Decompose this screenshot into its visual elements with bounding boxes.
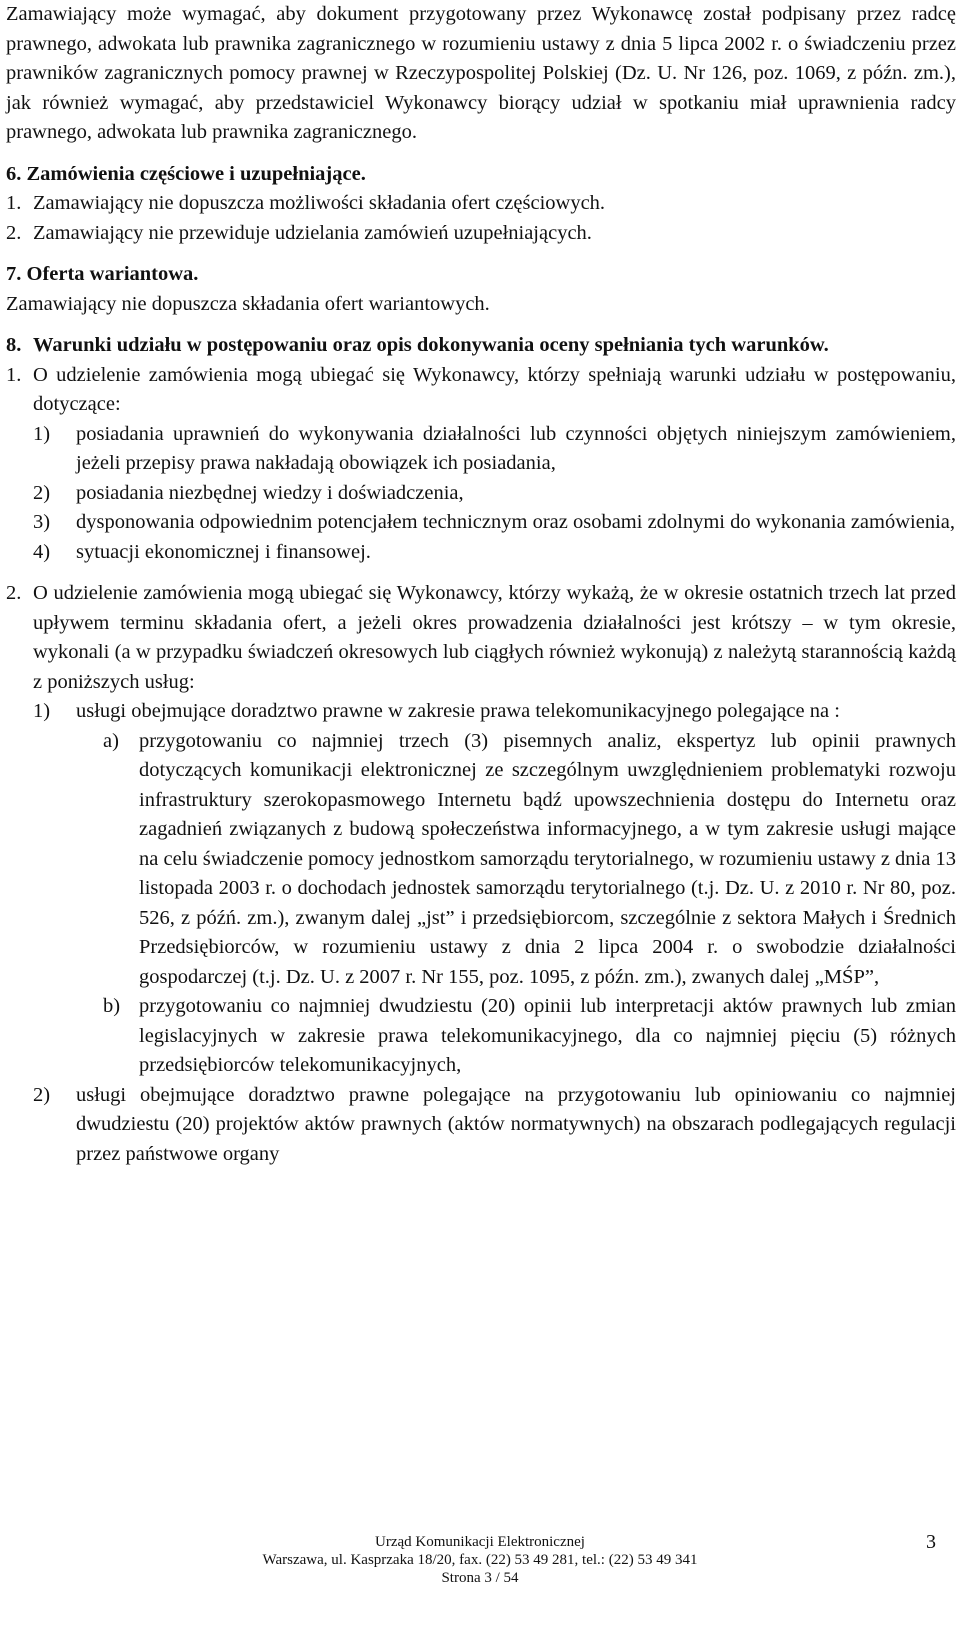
page-footer — [0, 1533, 960, 1587]
list-text: Zamawiający nie dopuszcza możliwości składania ofert częściowych. — [33, 192, 606, 214]
condition-item — [33, 508, 956, 538]
section-number: 8. — [6, 334, 22, 356]
list-number: 1) — [33, 422, 51, 445]
list-letter: b) — [103, 995, 121, 1017]
list-number: 1) — [33, 700, 51, 722]
list-number: 1. — [6, 363, 22, 386]
footer-address: Warszawa, ul. Kasprzaka 18/20, fax. (22) 53 49 281, tel.: (22) 53 49 341 — [262, 1552, 698, 1568]
footer-page-counter: Strona 3 / 54 — [441, 1570, 519, 1586]
list-text: posiadania uprawnień do wykonywania działalności lub czynności objętych niniejszym zamówieniem, jeżeli przepisy prawa nakładają obowiązek ich posiadania, — [76, 422, 956, 474]
service-item — [33, 697, 956, 727]
section-6-heading: 6. Zamówienia częściowe i uzupełniające. — [6, 162, 366, 185]
list-text: O udzielenie zamówienia mogą ubiegać się Wykonawcy, którzy spełniają warunki udziału w postępowaniu, dotyczące: — [33, 363, 956, 415]
list-text: O udzielenie zamówienia mogą ubiegać się Wykonawcy, którzy wykażą, że w okresie ostatnich trzech lat przed upływem terminu składania ofert, a jeżeli okres prowadzenia działalności jest krótszy – w tym okresie, wykonali (a w przypadku świadczeń okresowych lub ciągłych również wykonują) z należytą starannością każdą z poniższych usług: — [33, 582, 956, 693]
list-text: posiadania niezbędnej wiedzy i doświadczenia, — [76, 481, 464, 504]
list-text: przygotowaniu co najmniej dwudziestu (20) opinii lub interpretacji aktów prawnych lub zmian legislacyjnych w zakresie prawa telekomunikacyjnego, dla co najmniej pięciu (5) różnych przedsiębiorców telekomunikacyjnych, — [139, 995, 956, 1076]
document-body — [6, 0, 956, 1169]
footer-organization: Urząd Komunikacji Elektronicznej — [375, 1534, 585, 1550]
service-subitem — [103, 992, 956, 1081]
list-number: 3) — [33, 511, 51, 533]
list-number: 2) — [33, 1083, 51, 1106]
list-number: 2. — [6, 221, 22, 244]
list-number: 4) — [33, 540, 51, 563]
service-subitem — [103, 727, 956, 993]
service-item — [33, 1081, 956, 1170]
list-text: przygotowaniu co najmniej trzech (3) pisemnych analiz, ekspertyz lub opinii prawnych dotyczących komunikacji elektronicznej ze szczególnym uwzględnieniem problematyki rozwoju infrastruktury szerokopasmowego Internetu bądź upowszechnienia dostępu do Internetu oraz zagadnień związanych z budową społeczeństwa informacyjnego, a w tym zakresie usługi mające na celu świadczenie pomocy jednostkom samorządu terytorialnego, w rozumieniu ustawy z dnia 13 listopada 2003 r. o dochodach jednostek samorządu terytorialnego (t.j. Dz. U. z 2010 r. Nr 80, poz. 526, z późń. zm.), zwanym dalej „jst” i przedsiębiorcom, szczególnie z sektora Małych i Średnich Przedsiębiorców, w rozumieniu ustawy z dnia 2 lipca 2004 r. o swobodzie działalności gospodarczej (t.j. Dz. U. z 2007 r. Nr 155, poz. 1095, z późn. zm.), zwanych dalej „MŚP”, — [139, 729, 956, 988]
section-6-item-2 — [6, 219, 956, 249]
list-text: dysponowania odpowiednim potencjałem technicznym oraz osobami zdolnymi do wykonania zamówienia, — [76, 511, 955, 533]
list-number: 2. — [6, 582, 22, 604]
condition-item — [33, 479, 956, 509]
page-number: 3 — [926, 1531, 936, 1553]
list-number: 1. — [6, 192, 22, 214]
condition-item — [33, 538, 956, 568]
list-text: usługi obejmujące doradztwo prawne w zakresie prawa telekomunikacyjnego polegające na : — [76, 700, 840, 722]
section-title: Warunki udziału w postępowaniu oraz opis dokonywania oceny spełniania tych warunków. — [33, 334, 829, 356]
list-text: sytuacji ekonomicznej i finansowej. — [76, 540, 371, 563]
intro-paragraph: Zamawiający może wymagać, aby dokument przygotowany przez Wykonawcę został podpisany przez radcę prawnego, adwokata lub prawnika zagranicznego w rozumieniu ustawy z dnia 5 lipca 2002 r. o świadczeniu przez prawników zagranicznych pomocy prawnej w Rzeczypospolitej Polskiej (Dz. U. Nr 126, poz. 1069, z późn. zm.), jak również wymagać, aby przedstawiciel Wykonawcy biorący udział w spotkaniu miał uprawnienia radcy prawnego, adwokata lub prawnika zagranicznego. — [6, 3, 956, 143]
section-6-item-1 — [6, 189, 956, 219]
list-text: Zamawiający nie przewiduje udzielania zamówień uzupełniających. — [33, 221, 592, 244]
condition-item — [33, 420, 956, 479]
list-text: usługi obejmujące doradztwo prawne polegające na przygotowaniu lub opiniowaniu co najmniej dwudziestu (20) projektów aktów prawnych (aktów normatywnych) na obszarach podlegających regulacji przez państwowe organy — [76, 1083, 956, 1165]
section-7-heading: 7. Oferta wariantowa. — [6, 263, 199, 285]
section-8-paragraph-1 — [6, 361, 956, 420]
section-8-heading — [6, 331, 956, 361]
list-number: 2) — [33, 481, 51, 504]
section-8-paragraph-2 — [6, 579, 956, 697]
section-7-text: Zamawiający nie dopuszcza składania ofert wariantowych. — [6, 292, 490, 315]
list-letter: a) — [103, 729, 119, 752]
